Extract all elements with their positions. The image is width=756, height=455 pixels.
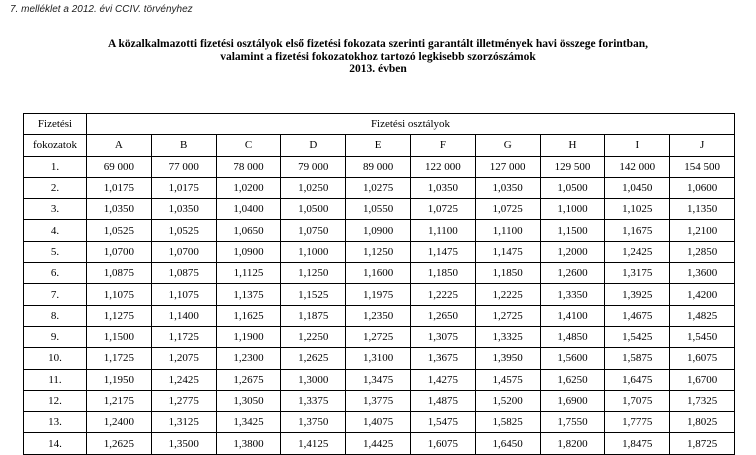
column-header: F xyxy=(410,135,475,156)
table-cell: 1,7075 xyxy=(605,390,670,411)
table-cell: 154 500 xyxy=(670,156,735,177)
table-row xyxy=(24,263,735,284)
row-header-top: Fizetési xyxy=(24,114,87,135)
table-cell: 78 000 xyxy=(216,156,281,177)
table-cell: 1,0200 xyxy=(216,177,281,198)
column-header: C xyxy=(216,135,281,156)
table-cell: 1,0700 xyxy=(87,241,152,262)
table-cell: 1,4850 xyxy=(540,326,605,347)
row-label: 5. xyxy=(24,241,87,262)
table-cell: 1,4575 xyxy=(475,369,540,390)
document-title xyxy=(0,38,756,76)
table-cell: 1,1900 xyxy=(216,326,281,347)
table-cell: 1,2000 xyxy=(540,241,605,262)
table-cell: 1,2625 xyxy=(281,348,346,369)
annex-note: 7. melléklet a 2012. évi CCIV. törvényhez xyxy=(10,4,193,15)
table-head xyxy=(24,114,735,157)
table-row xyxy=(24,369,735,390)
title-line-2: valamint a fizetési fokozatokhoz tartozó legkisebb szorzószámok xyxy=(220,50,536,63)
table-cell: 1,1250 xyxy=(281,263,346,284)
table-cell: 1,2725 xyxy=(346,326,411,347)
table-cell: 1,1350 xyxy=(670,199,735,220)
table-cell: 89 000 xyxy=(346,156,411,177)
table-body xyxy=(24,156,735,454)
row-label: 13. xyxy=(24,412,87,433)
table-cell: 1,0350 xyxy=(410,177,475,198)
header-row-1 xyxy=(24,114,735,135)
table-cell: 1,1100 xyxy=(410,220,475,241)
column-header: G xyxy=(475,135,540,156)
column-header: A xyxy=(87,135,152,156)
title-line-1: A közalkalmazotti fizetési osztályok első fizetési fokozata szerinti garantált illetmények havi összege forintban, xyxy=(107,38,649,50)
table-cell: 1,4675 xyxy=(605,305,670,326)
table-cell: 142 000 xyxy=(605,156,670,177)
row-label: 3. xyxy=(24,199,87,220)
table-cell: 1,0725 xyxy=(475,199,540,220)
table-cell: 1,8200 xyxy=(540,433,605,454)
table-cell: 1,5200 xyxy=(475,390,540,411)
table-cell: 1,0900 xyxy=(216,241,281,262)
table-cell: 1,2225 xyxy=(475,284,540,305)
table-cell: 1,3675 xyxy=(410,348,475,369)
table-cell: 1,3750 xyxy=(281,412,346,433)
table-cell: 1,4275 xyxy=(410,369,475,390)
table-cell: 1,1375 xyxy=(216,284,281,305)
column-header: B xyxy=(151,135,216,156)
table-cell: 1,0700 xyxy=(151,241,216,262)
table-cell: 1,2175 xyxy=(87,390,152,411)
table-cell: 1,1475 xyxy=(410,241,475,262)
table-cell: 1,8025 xyxy=(670,412,735,433)
table-row xyxy=(24,241,735,262)
table-cell: 1,3500 xyxy=(151,433,216,454)
table-cell: 1,2850 xyxy=(670,241,735,262)
table-cell: 1,2400 xyxy=(87,412,152,433)
table-cell: 1,1400 xyxy=(151,305,216,326)
table-cell: 1,5475 xyxy=(410,412,475,433)
table-cell: 1,6900 xyxy=(540,390,605,411)
table-cell: 1,4200 xyxy=(670,284,735,305)
table-row xyxy=(24,326,735,347)
table-cell: 1,1500 xyxy=(540,220,605,241)
table-cell: 1,5825 xyxy=(475,412,540,433)
table-cell: 1,2675 xyxy=(216,369,281,390)
table-cell: 1,1600 xyxy=(346,263,411,284)
row-label: 6. xyxy=(24,263,87,284)
table-cell: 1,3175 xyxy=(605,263,670,284)
row-label: 7. xyxy=(24,284,87,305)
table-cell: 1,0500 xyxy=(540,177,605,198)
table-cell: 1,0875 xyxy=(87,263,152,284)
table-cell: 1,8725 xyxy=(670,433,735,454)
table-cell: 1,0650 xyxy=(216,220,281,241)
group-header: Fizetési osztályok xyxy=(87,114,735,135)
table-cell: 1,2075 xyxy=(151,348,216,369)
table-cell: 1,7550 xyxy=(540,412,605,433)
table-cell: 129 500 xyxy=(540,156,605,177)
table-cell: 1,5600 xyxy=(540,348,605,369)
table-cell: 1,0525 xyxy=(87,220,152,241)
table-cell: 1,1025 xyxy=(605,199,670,220)
table-cell: 1,0275 xyxy=(346,177,411,198)
table-cell: 69 000 xyxy=(87,156,152,177)
table-cell: 1,1950 xyxy=(87,369,152,390)
table-cell: 1,4825 xyxy=(670,305,735,326)
table-cell: 1,0350 xyxy=(475,177,540,198)
table-cell: 1,2350 xyxy=(346,305,411,326)
table-row xyxy=(24,412,735,433)
table-cell: 1,4075 xyxy=(346,412,411,433)
column-header: H xyxy=(540,135,605,156)
table-cell: 1,3325 xyxy=(475,326,540,347)
table-cell: 1,3125 xyxy=(151,412,216,433)
table-cell: 1,2650 xyxy=(410,305,475,326)
row-label: 12. xyxy=(24,390,87,411)
table-cell: 77 000 xyxy=(151,156,216,177)
header-row-2 xyxy=(24,135,735,156)
table-cell: 1,0175 xyxy=(151,177,216,198)
table-cell: 1,0550 xyxy=(346,199,411,220)
table-cell: 1,0350 xyxy=(151,199,216,220)
table-cell: 1,0525 xyxy=(151,220,216,241)
table-cell: 1,1725 xyxy=(151,326,216,347)
table-cell: 1,3775 xyxy=(346,390,411,411)
column-header: D xyxy=(281,135,346,156)
table-cell: 1,2425 xyxy=(605,241,670,262)
table-cell: 1,1850 xyxy=(410,263,475,284)
table-cell: 1,0175 xyxy=(87,177,152,198)
table-cell: 1,1275 xyxy=(87,305,152,326)
table-cell: 122 000 xyxy=(410,156,475,177)
table-cell: 1,1675 xyxy=(605,220,670,241)
table-cell: 1,0750 xyxy=(281,220,346,241)
title-line-3: 2013. évben xyxy=(349,63,407,75)
table-cell: 1,0875 xyxy=(151,263,216,284)
table-cell: 1,3100 xyxy=(346,348,411,369)
table-cell: 1,0250 xyxy=(281,177,346,198)
table-cell: 1,7775 xyxy=(605,412,670,433)
table-cell: 1,1000 xyxy=(281,241,346,262)
table-cell: 1,4425 xyxy=(346,433,411,454)
table-cell: 1,0500 xyxy=(281,199,346,220)
table-cell: 1,1075 xyxy=(151,284,216,305)
table-cell: 1,0450 xyxy=(605,177,670,198)
table-row xyxy=(24,177,735,198)
table-cell: 1,1975 xyxy=(346,284,411,305)
table-cell: 1,8475 xyxy=(605,433,670,454)
table-cell: 1,2225 xyxy=(410,284,475,305)
table-cell: 1,2625 xyxy=(87,433,152,454)
table-cell: 1,1075 xyxy=(87,284,152,305)
row-header-bottom: fokozatok xyxy=(24,135,87,156)
row-label: 14. xyxy=(24,433,87,454)
table-cell: 1,6075 xyxy=(670,348,735,369)
table-cell: 1,0725 xyxy=(410,199,475,220)
table-cell: 127 000 xyxy=(475,156,540,177)
table-cell: 1,1250 xyxy=(346,241,411,262)
row-label: 1. xyxy=(24,156,87,177)
table-cell: 1,2100 xyxy=(670,220,735,241)
table-cell: 1,0900 xyxy=(346,220,411,241)
table-row xyxy=(24,305,735,326)
table-cell: 1,1500 xyxy=(87,326,152,347)
table-cell: 1,1875 xyxy=(281,305,346,326)
table-cell: 1,3425 xyxy=(216,412,281,433)
table-cell: 1,1850 xyxy=(475,263,540,284)
table-cell: 1,2300 xyxy=(216,348,281,369)
table-row xyxy=(24,284,735,305)
table-cell: 1,3600 xyxy=(670,263,735,284)
table-cell: 1,3075 xyxy=(410,326,475,347)
table-row xyxy=(24,156,735,177)
table-cell: 1,3475 xyxy=(346,369,411,390)
table-cell: 1,5450 xyxy=(670,326,735,347)
table-cell: 1,1100 xyxy=(475,220,540,241)
table-cell: 1,2250 xyxy=(281,326,346,347)
table-cell: 1,4125 xyxy=(281,433,346,454)
row-label: 11. xyxy=(24,369,87,390)
table-row xyxy=(24,199,735,220)
table-row xyxy=(24,390,735,411)
table-cell: 1,7325 xyxy=(670,390,735,411)
table-cell: 1,5425 xyxy=(605,326,670,347)
table-cell: 1,6075 xyxy=(410,433,475,454)
table-cell: 1,0350 xyxy=(87,199,152,220)
table-cell: 1,1475 xyxy=(475,241,540,262)
table-cell: 1,6250 xyxy=(540,369,605,390)
table-row xyxy=(24,348,735,369)
table-cell: 1,3350 xyxy=(540,284,605,305)
table-row xyxy=(24,220,735,241)
table-cell: 1,6475 xyxy=(605,369,670,390)
table-cell: 1,1125 xyxy=(216,263,281,284)
table-cell: 1,1525 xyxy=(281,284,346,305)
table-cell: 1,6450 xyxy=(475,433,540,454)
table-cell: 1,2725 xyxy=(475,305,540,326)
table-cell: 1,1625 xyxy=(216,305,281,326)
column-header: E xyxy=(346,135,411,156)
table-cell: 79 000 xyxy=(281,156,346,177)
table-cell: 1,2775 xyxy=(151,390,216,411)
table-cell: 1,4875 xyxy=(410,390,475,411)
table-cell: 1,3925 xyxy=(605,284,670,305)
salary-table xyxy=(23,113,735,455)
table-cell: 1,0600 xyxy=(670,177,735,198)
table-cell: 1,3950 xyxy=(475,348,540,369)
row-label: 4. xyxy=(24,220,87,241)
table-cell: 1,3000 xyxy=(281,369,346,390)
row-label: 8. xyxy=(24,305,87,326)
table-cell: 1,5875 xyxy=(605,348,670,369)
row-label: 9. xyxy=(24,326,87,347)
table-cell: 1,1000 xyxy=(540,199,605,220)
table-cell: 1,4100 xyxy=(540,305,605,326)
table-cell: 1,0400 xyxy=(216,199,281,220)
row-label: 2. xyxy=(24,177,87,198)
row-label: 10. xyxy=(24,348,87,369)
column-header: I xyxy=(605,135,670,156)
table-cell: 1,2425 xyxy=(151,369,216,390)
table-cell: 1,3375 xyxy=(281,390,346,411)
table-cell: 1,2600 xyxy=(540,263,605,284)
column-header: J xyxy=(670,135,735,156)
table-cell: 1,6700 xyxy=(670,369,735,390)
table-cell: 1,1725 xyxy=(87,348,152,369)
table-cell: 1,3050 xyxy=(216,390,281,411)
table-cell: 1,3800 xyxy=(216,433,281,454)
